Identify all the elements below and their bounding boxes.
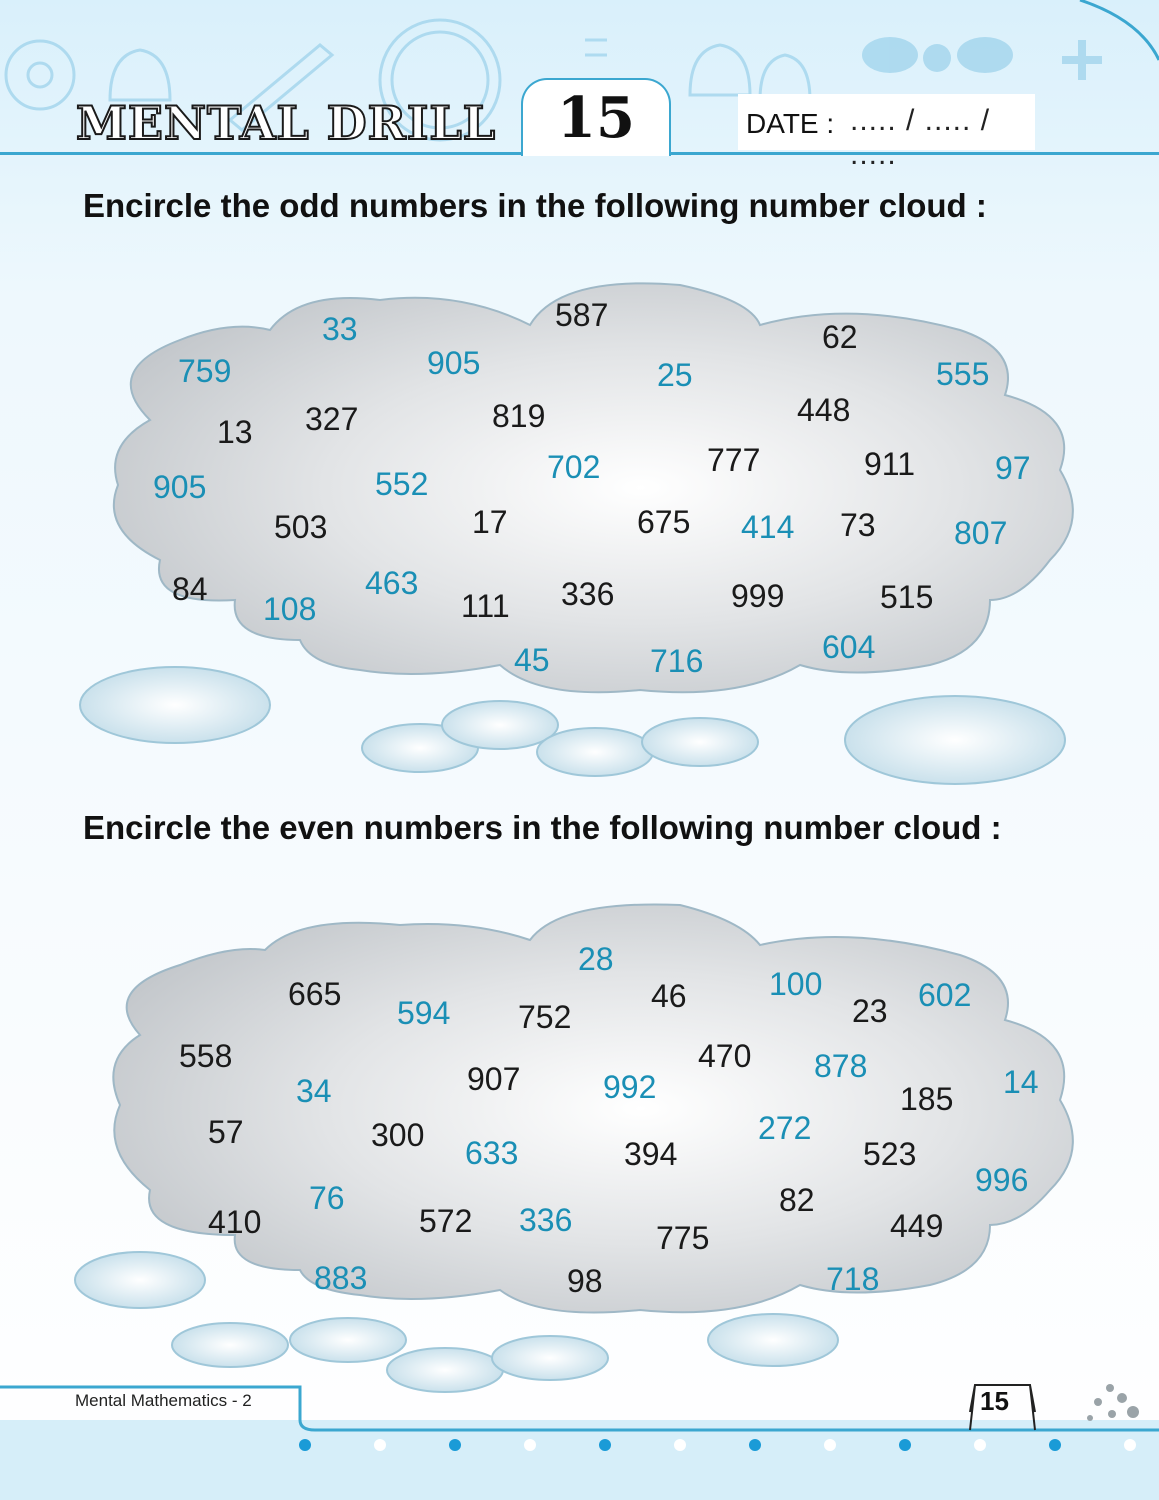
cloud-number[interactable]: 84 [172,571,208,607]
page-number: 15 [980,1386,1009,1416]
cloud-number[interactable]: 97 [995,450,1031,486]
cloud-number[interactable]: 905 [427,345,481,381]
cloud-number[interactable]: 594 [397,995,451,1031]
cloud-number[interactable]: 996 [975,1162,1029,1198]
cloud-number[interactable]: 185 [900,1081,954,1117]
cloud-number[interactable]: 555 [936,356,990,392]
cloud-number[interactable]: 602 [918,977,972,1013]
cloud-number[interactable]: 572 [419,1203,473,1239]
cloud-number[interactable]: 665 [288,976,342,1012]
cloud-number[interactable]: 73 [840,507,876,543]
cloud-number[interactable]: 57 [208,1114,244,1150]
cloud-number[interactable]: 98 [567,1263,603,1299]
drill-number: 15 [557,85,635,151]
cloud-number[interactable]: 587 [555,297,609,333]
cloud-number[interactable]: 463 [365,565,419,601]
cloud-number[interactable]: 448 [797,392,851,428]
date-value: ..... / ..... / ..... [850,104,991,171]
cloud-number[interactable]: 46 [651,978,687,1014]
page-title: MENTAL DRILL [76,96,497,150]
cloud-number[interactable]: 775 [656,1220,710,1256]
cloud-number[interactable]: 28 [578,941,614,977]
even-question: Encircle the even numbers in the following number cloud : [83,809,1002,846]
cloud-number[interactable]: 503 [274,509,328,545]
cloud-number[interactable]: 911 [864,446,916,482]
cloud-number[interactable]: 907 [467,1061,521,1097]
cloud-number[interactable]: 82 [779,1182,815,1218]
cloud-number[interactable]: 807 [954,515,1008,551]
flower-icon [862,37,918,73]
cloud-number[interactable]: 34 [296,1073,332,1109]
date-label: DATE : [746,108,835,139]
flower-icon [6,41,74,109]
cloud-number[interactable]: 45 [514,642,550,678]
cloud-number[interactable]: 23 [852,993,888,1029]
book-label: Mental Mathematics - 2 [75,1391,252,1410]
cloud-number[interactable]: 878 [814,1048,868,1084]
cloud-number[interactable]: 604 [822,629,876,665]
cloud-number[interactable]: 777 [707,442,761,478]
cloud-number[interactable]: 25 [657,357,693,393]
cloud-number[interactable]: 633 [465,1135,519,1171]
cloud-number[interactable]: 449 [890,1208,944,1244]
cloud-number[interactable]: 905 [153,469,207,505]
cloud-number[interactable]: 999 [731,578,785,614]
cloud-number[interactable]: 759 [178,353,232,389]
cloud-number[interactable]: 819 [492,398,546,434]
cloud-number[interactable]: 111 [461,588,510,624]
cloud-number[interactable]: 76 [309,1180,345,1216]
date-box [738,94,1035,171]
cloud-number[interactable]: 13 [217,414,253,450]
odd-question: Encircle the odd numbers in the following number cloud : [83,187,987,224]
cloud-number[interactable]: 552 [375,466,429,502]
cloud-number[interactable]: 558 [179,1038,233,1074]
bell-icon [690,45,750,95]
cloud-number[interactable]: 394 [624,1136,678,1172]
cloud-number[interactable]: 675 [637,504,691,540]
cloud-number[interactable]: 100 [769,966,823,1002]
cloud-number[interactable]: 470 [698,1038,752,1074]
cloud-number[interactable]: 336 [561,576,615,612]
cloud-number[interactable]: 718 [826,1261,880,1297]
cloud-number[interactable]: 272 [758,1110,812,1146]
cloud-number[interactable]: 300 [371,1117,425,1153]
cloud-number[interactable]: 14 [1003,1064,1039,1100]
cloud-number[interactable]: 62 [822,319,858,355]
cloud-number[interactable]: 336 [519,1202,573,1238]
cloud-number[interactable]: 752 [518,999,572,1035]
cloud-number[interactable]: 702 [547,449,601,485]
cloud-number[interactable]: 523 [863,1136,917,1172]
equals-icon [585,40,607,55]
cloud-number[interactable]: 883 [314,1260,368,1296]
cloud-number[interactable]: 327 [305,401,359,437]
drill-number-tab [521,78,671,156]
cloud-number[interactable]: 414 [741,509,795,545]
cloud-number[interactable]: 108 [263,591,317,627]
bell-icon [110,50,170,100]
cloud-number[interactable]: 33 [322,311,358,347]
cloud-number[interactable]: 716 [650,643,704,679]
cloud-number[interactable]: 992 [603,1069,657,1105]
cloud-number[interactable]: 17 [472,504,508,540]
cloud-number[interactable]: 515 [880,579,934,615]
cloud-number[interactable]: 410 [208,1204,262,1240]
